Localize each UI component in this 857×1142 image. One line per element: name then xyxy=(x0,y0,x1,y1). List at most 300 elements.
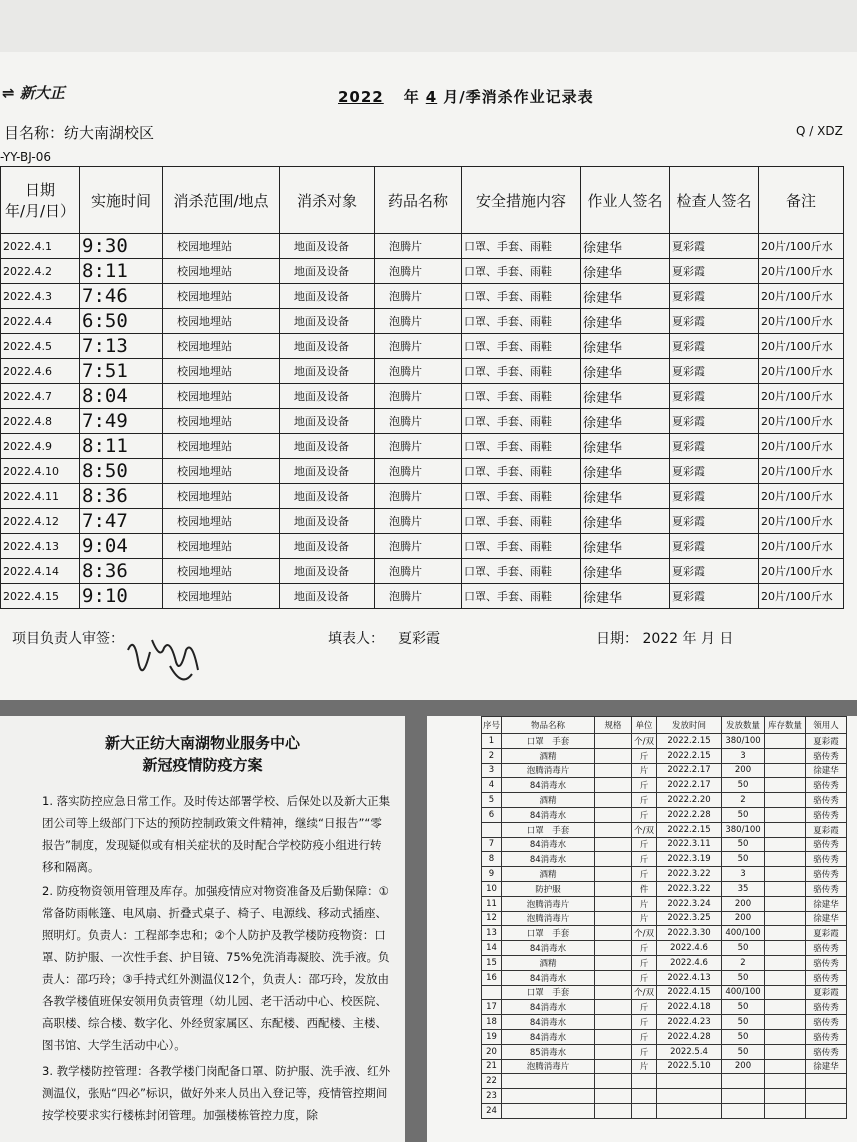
inventory-cell xyxy=(657,1103,722,1118)
record-cell: 地面及设备 xyxy=(280,234,375,259)
inventory-cell: 200 xyxy=(722,763,765,778)
record-cell: 校园地埋站 xyxy=(163,284,280,309)
record-cell: 地面及设备 xyxy=(280,284,375,309)
inventory-cell: 50 xyxy=(722,852,765,867)
inventory-cell: 84消毒水 xyxy=(502,807,595,822)
inventory-cell xyxy=(595,1103,632,1118)
inventory-cell: 泡腾消毒片 xyxy=(502,911,595,926)
inventory-cell: 泡腾消毒片 xyxy=(502,763,595,778)
inventory-cell: 3 xyxy=(722,748,765,763)
inventory-cell: 5 xyxy=(482,793,502,808)
inventory-cell xyxy=(502,1089,595,1104)
record-cell: 泡腾片 xyxy=(375,534,462,559)
record-cell: 徐建华 xyxy=(581,284,670,309)
record-cell: 8:04 xyxy=(80,384,163,409)
inventory-cell: 84消毒水 xyxy=(502,778,595,793)
record-row xyxy=(1,409,844,434)
inventory-cell: 1 xyxy=(482,734,502,749)
record-cell: 地面及设备 xyxy=(280,484,375,509)
record-cell: 泡腾片 xyxy=(375,359,462,384)
record-cell: 徐建华 xyxy=(581,234,670,259)
record-cell: 口罩、手套、雨鞋 xyxy=(462,484,581,509)
inventory-row xyxy=(482,896,847,911)
record-cell: 校园地埋站 xyxy=(163,534,280,559)
inventory-cell: 片 xyxy=(632,896,657,911)
record-cell: 夏彩霞 xyxy=(670,334,759,359)
inventory-row xyxy=(482,911,847,926)
record-cell: 夏彩霞 xyxy=(670,259,759,284)
record-cell: 徐建华 xyxy=(581,309,670,334)
record-cell: 泡腾片 xyxy=(375,459,462,484)
inventory-cell: 骆传秀 xyxy=(806,837,847,852)
record-cell: 泡腾片 xyxy=(375,584,462,609)
inventory-cell: 84消毒水 xyxy=(502,837,595,852)
inventory-cell: 84消毒水 xyxy=(502,1000,595,1015)
inventory-cell: 2022.3.22 xyxy=(657,867,722,882)
inventory-cell: 2 xyxy=(722,793,765,808)
record-cell: 校园地埋站 xyxy=(163,309,280,334)
record-row xyxy=(1,284,844,309)
inventory-header-cell: 物品名称 xyxy=(502,717,595,734)
record-cell: 校园地埋站 xyxy=(163,459,280,484)
inventory-cell: 2022.2.20 xyxy=(657,793,722,808)
inventory-cell xyxy=(595,985,632,1000)
handwritten-signature xyxy=(120,630,210,690)
inventory-header-cell: 库存数量 xyxy=(765,717,806,734)
record-cell: 徐建华 xyxy=(581,584,670,609)
inventory-cell: 50 xyxy=(722,837,765,852)
record-cell: 徐建华 xyxy=(581,359,670,384)
filler-label: 填表人： xyxy=(328,631,384,647)
record-cell: 泡腾片 xyxy=(375,509,462,534)
inventory-cell: 骆传秀 xyxy=(806,778,847,793)
record-cell: 夏彩霞 xyxy=(670,484,759,509)
inventory-cell: 2022.3.30 xyxy=(657,926,722,941)
inventory-cell: 2022.4.23 xyxy=(657,1015,722,1030)
inventory-cell xyxy=(595,748,632,763)
inventory-row xyxy=(482,1059,847,1074)
inventory-cell: 泡腾消毒片 xyxy=(502,1059,595,1074)
record-cell: 2022.4.2 xyxy=(1,259,80,284)
inventory-cell xyxy=(595,896,632,911)
plan-paragraph-3: 3. 教学楼防控管理：各教学楼门岗配备口罩、防护服、洗手液、红外测温仪，张贴“四必”标识，做好外来人员出入登记等，疫情管控期间按学校要求实行楼栋封闭管理。加强楼栋管控力度，除 xyxy=(42,1064,391,1122)
inventory-cell: 斤 xyxy=(632,1029,657,1044)
inventory-cell: 酒精 xyxy=(502,748,595,763)
record-cell: 2022.4.14 xyxy=(1,559,80,584)
inventory-cell xyxy=(595,926,632,941)
record-cell: 夏彩霞 xyxy=(670,284,759,309)
inventory-row xyxy=(482,734,847,749)
inventory-header-cell: 规格 xyxy=(595,717,632,734)
inventory-cell xyxy=(595,955,632,970)
record-row xyxy=(1,534,844,559)
inventory-cell: 3 xyxy=(482,763,502,778)
record-cell: 20片/100斤水 xyxy=(759,584,844,609)
inventory-cell: 2022.4.13 xyxy=(657,970,722,985)
inventory-cell: 380/100 xyxy=(722,734,765,749)
record-cell: 20片/100斤水 xyxy=(759,334,844,359)
inventory-cell: 13 xyxy=(482,926,502,941)
record-cell: 夏彩霞 xyxy=(670,584,759,609)
inventory-cell: 12 xyxy=(482,911,502,926)
inventory-cell: 酒精 xyxy=(502,793,595,808)
inventory-row xyxy=(482,852,847,867)
inventory-cell: 斤 xyxy=(632,941,657,956)
record-cell: 夏彩霞 xyxy=(670,359,759,384)
inventory-cell: 21 xyxy=(482,1059,502,1074)
record-row xyxy=(1,259,844,284)
record-cell: 口罩、手套、雨鞋 xyxy=(462,309,581,334)
record-cell: 地面及设备 xyxy=(280,384,375,409)
plan-title: 新大正纺大南湖物业服务中心 xyxy=(104,734,300,752)
record-cell: 口罩、手套、雨鞋 xyxy=(462,509,581,534)
record-cell: 泡腾片 xyxy=(375,559,462,584)
inventory-row xyxy=(482,1015,847,1030)
inventory-cell xyxy=(765,807,806,822)
inventory-cell: 骆传秀 xyxy=(806,867,847,882)
record-cell: 泡腾片 xyxy=(375,309,462,334)
inventory-cell xyxy=(765,763,806,778)
inventory-row xyxy=(482,1029,847,1044)
record-cell: 夏彩霞 xyxy=(670,459,759,484)
inventory-cell: 斤 xyxy=(632,793,657,808)
record-cell: 泡腾片 xyxy=(375,409,462,434)
record-row xyxy=(1,584,844,609)
inventory-cell: 2022.4.18 xyxy=(657,1000,722,1015)
inventory-cell: 4 xyxy=(482,778,502,793)
record-cell: 2022.4.8 xyxy=(1,409,80,434)
record-cell: 泡腾片 xyxy=(375,484,462,509)
record-cell: 9:04 xyxy=(80,534,163,559)
record-cell: 徐建华 xyxy=(581,559,670,584)
plan-paragraph-1: 1. 落实防控应急日常工作。及时传达部署学校、后保处以及新大正集团公司等上级部门下达的预防控制政策文件精神，继续“日报告”“零报告”制度，发现疑似或有相关症状的及时配合学校防疫小组进行转移和隔离。 xyxy=(42,794,391,874)
record-cell: 20片/100斤水 xyxy=(759,409,844,434)
record-cell: 校园地埋站 xyxy=(163,559,280,584)
record-cell: 20片/100斤水 xyxy=(759,309,844,334)
inventory-cell: 50 xyxy=(722,1015,765,1030)
inventory-cell: 50 xyxy=(722,1044,765,1059)
record-header-cell: 作业人签名 xyxy=(581,167,670,234)
record-row xyxy=(1,334,844,359)
inventory-cell xyxy=(722,1103,765,1118)
record-cell: 口罩、手套、雨鞋 xyxy=(462,409,581,434)
inventory-cell: 骆传秀 xyxy=(806,1029,847,1044)
record-cell: 2022.4.9 xyxy=(1,434,80,459)
inventory-cell: 斤 xyxy=(632,1000,657,1015)
inventory-cell xyxy=(595,837,632,852)
inventory-cell xyxy=(595,822,632,837)
inventory-cell: 骆传秀 xyxy=(806,793,847,808)
record-cell: 2022.4.4 xyxy=(1,309,80,334)
record-cell: 20片/100斤水 xyxy=(759,459,844,484)
record-cell: 夏彩霞 xyxy=(670,384,759,409)
inventory-cell xyxy=(595,807,632,822)
record-cell: 口罩、手套、雨鞋 xyxy=(462,434,581,459)
inventory-cell xyxy=(595,793,632,808)
inventory-cell: 斤 xyxy=(632,748,657,763)
record-cell: 2022.4.3 xyxy=(1,284,80,309)
inventory-cell: 10 xyxy=(482,881,502,896)
record-cell: 徐建华 xyxy=(581,384,670,409)
inventory-row xyxy=(482,941,847,956)
inventory-cell: 8 xyxy=(482,852,502,867)
inventory-cell: 2022.3.22 xyxy=(657,881,722,896)
inventory-cell xyxy=(765,1089,806,1104)
inventory-cell xyxy=(765,734,806,749)
record-header-cell: 消杀对象 xyxy=(280,167,375,234)
record-cell: 2022.4.6 xyxy=(1,359,80,384)
project-name: 目名称：纺大南湖校区 xyxy=(4,124,155,142)
record-cell: 泡腾片 xyxy=(375,234,462,259)
inventory-cell: 2022.5.10 xyxy=(657,1059,722,1074)
inventory-cell xyxy=(632,1074,657,1089)
record-cell: 2022.4.11 xyxy=(1,484,80,509)
inventory-header-cell: 单位 xyxy=(632,717,657,734)
inventory-cell: 2022.3.25 xyxy=(657,911,722,926)
inventory-cell: 50 xyxy=(722,807,765,822)
inventory-cell xyxy=(595,941,632,956)
record-cell: 20片/100斤水 xyxy=(759,234,844,259)
form-code-right: Q / XDZ xyxy=(796,124,843,138)
inventory-cell: 防护服 xyxy=(502,881,595,896)
inventory-cell: 50 xyxy=(722,970,765,985)
record-row xyxy=(1,434,844,459)
record-cell: 泡腾片 xyxy=(375,334,462,359)
inventory-cell: 380/100 xyxy=(722,822,765,837)
record-header-cell: 检查人签名 xyxy=(670,167,759,234)
record-cell: 校园地埋站 xyxy=(163,234,280,259)
inventory-cell xyxy=(765,926,806,941)
inventory-cell xyxy=(595,1000,632,1015)
inventory-cell: 徐建华 xyxy=(806,1059,847,1074)
inventory-cell: 斤 xyxy=(632,1044,657,1059)
inventory-row xyxy=(482,881,847,896)
inventory-cell xyxy=(765,852,806,867)
inventory-cell: 2022.2.28 xyxy=(657,807,722,822)
inventory-cell xyxy=(595,1074,632,1089)
inventory-cell xyxy=(722,1074,765,1089)
form-code-left: -YY-BJ-06 xyxy=(0,150,51,164)
record-row xyxy=(1,384,844,409)
inventory-cell xyxy=(595,1044,632,1059)
record-cell: 地面及设备 xyxy=(280,584,375,609)
inventory-cell xyxy=(595,911,632,926)
record-header-cell: 药品名称 xyxy=(375,167,462,234)
record-cell: 口罩、手套、雨鞋 xyxy=(462,259,581,284)
inventory-header-cell: 序号 xyxy=(482,717,502,734)
inventory-row xyxy=(482,926,847,941)
inventory-cell xyxy=(765,778,806,793)
inventory-cell: 斤 xyxy=(632,867,657,882)
inventory-cell: 酒精 xyxy=(502,867,595,882)
inventory-cell xyxy=(765,985,806,1000)
inventory-cell xyxy=(765,1015,806,1030)
record-cell: 口罩、手套、雨鞋 xyxy=(462,359,581,384)
inventory-cell xyxy=(765,867,806,882)
record-cell: 校园地埋站 xyxy=(163,584,280,609)
inventory-row xyxy=(482,807,847,822)
inventory-cell: 18 xyxy=(482,1015,502,1030)
record-cell: 校园地埋站 xyxy=(163,484,280,509)
inventory-cell: 斤 xyxy=(632,837,657,852)
inventory-cell xyxy=(765,881,806,896)
inventory-cell: 200 xyxy=(722,911,765,926)
record-cell: 夏彩霞 xyxy=(670,234,759,259)
record-cell: 口罩、手套、雨鞋 xyxy=(462,234,581,259)
record-cell: 地面及设备 xyxy=(280,459,375,484)
inventory-cell: 2022.4.6 xyxy=(657,955,722,970)
record-cell: 徐建华 xyxy=(581,334,670,359)
inventory-cell: 84消毒水 xyxy=(502,941,595,956)
inventory-cell: 夏彩霞 xyxy=(806,985,847,1000)
review-label: 项目负责人审签： xyxy=(12,631,124,647)
inventory-cell xyxy=(765,1074,806,1089)
inventory-cell: 口罩 手套 xyxy=(502,822,595,837)
plan-subtitle: 新冠疫情防疫方案 xyxy=(142,756,263,774)
inventory-cell: 6 xyxy=(482,807,502,822)
inventory-cell xyxy=(765,896,806,911)
inventory-cell: 个/双 xyxy=(632,734,657,749)
inventory-cell: 15 xyxy=(482,955,502,970)
inventory-cell: 2022.2.17 xyxy=(657,778,722,793)
inventory-cell: 个/双 xyxy=(632,985,657,1000)
record-cell: 徐建华 xyxy=(581,509,670,534)
record-cell: 9:10 xyxy=(80,584,163,609)
inventory-cell: 22 xyxy=(482,1074,502,1089)
inventory-cell xyxy=(595,881,632,896)
inventory-header-cell: 发放数量 xyxy=(722,717,765,734)
inventory-cell: 2 xyxy=(482,748,502,763)
inventory-cell: 400/100 xyxy=(722,926,765,941)
inventory-cell xyxy=(632,1089,657,1104)
record-cell: 口罩、手套、雨鞋 xyxy=(462,559,581,584)
inventory-cell: 斤 xyxy=(632,970,657,985)
inventory-cell xyxy=(765,955,806,970)
inventory-cell: 件 xyxy=(632,881,657,896)
record-cell: 地面及设备 xyxy=(280,559,375,584)
inventory-cell xyxy=(595,1029,632,1044)
record-row xyxy=(1,484,844,509)
inventory-cell: 个/双 xyxy=(632,822,657,837)
inventory-cell xyxy=(765,1000,806,1015)
record-cell: 8:36 xyxy=(80,559,163,584)
record-cell: 徐建华 xyxy=(581,259,670,284)
record-cell: 口罩、手套、雨鞋 xyxy=(462,284,581,309)
inventory-cell xyxy=(765,837,806,852)
inventory-cell: 50 xyxy=(722,1029,765,1044)
inventory-cell: 14 xyxy=(482,941,502,956)
inventory-cell xyxy=(765,793,806,808)
record-cell: 9:30 xyxy=(80,234,163,259)
record-cell: 7:47 xyxy=(80,509,163,534)
inventory-cell xyxy=(595,867,632,882)
inventory-cell: 7 xyxy=(482,837,502,852)
inventory-cell xyxy=(595,1089,632,1104)
inventory-cell xyxy=(765,911,806,926)
record-cell: 口罩、手套、雨鞋 xyxy=(462,584,581,609)
inventory-cell: 3 xyxy=(722,867,765,882)
inventory-cell: 片 xyxy=(632,911,657,926)
inventory-row xyxy=(482,1103,847,1118)
inventory-cell: 2022.2.15 xyxy=(657,748,722,763)
inventory-cell: 片 xyxy=(632,763,657,778)
record-row xyxy=(1,509,844,534)
record-cell: 2022.4.7 xyxy=(1,384,80,409)
record-row xyxy=(1,459,844,484)
record-cell: 2022.4.10 xyxy=(1,459,80,484)
inventory-cell: 斤 xyxy=(632,955,657,970)
record-cell: 夏彩霞 xyxy=(670,309,759,334)
inventory-cell xyxy=(765,1103,806,1118)
inventory-cell xyxy=(595,1015,632,1030)
inventory-cell: 2022.5.4 xyxy=(657,1044,722,1059)
inventory-cell: 2022.4.28 xyxy=(657,1029,722,1044)
inventory-row xyxy=(482,985,847,1000)
record-header-cell: 备注 xyxy=(759,167,844,234)
inventory-cell xyxy=(722,1089,765,1104)
inventory-cell: 17 xyxy=(482,1000,502,1015)
record-cell: 2022.4.1 xyxy=(1,234,80,259)
inventory-cell: 个/双 xyxy=(632,926,657,941)
record-header-cell: 消杀范围/地点 xyxy=(163,167,280,234)
inventory-cell: 2022.3.11 xyxy=(657,837,722,852)
inventory-cell: 200 xyxy=(722,1059,765,1074)
inventory-cell: 口罩 手套 xyxy=(502,926,595,941)
record-cell: 校园地埋站 xyxy=(163,434,280,459)
inventory-cell: 20 xyxy=(482,1044,502,1059)
record-cell: 2022.4.5 xyxy=(1,334,80,359)
inventory-cell: 200 xyxy=(722,896,765,911)
inventory-cell xyxy=(502,1074,595,1089)
record-cell: 8:50 xyxy=(80,459,163,484)
inventory-header-cell: 领用人 xyxy=(806,717,847,734)
inventory-cell xyxy=(806,1074,847,1089)
inventory-cell: 斤 xyxy=(632,1015,657,1030)
inventory-row xyxy=(482,955,847,970)
record-cell: 20片/100斤水 xyxy=(759,284,844,309)
inventory-cell: 夏彩霞 xyxy=(806,822,847,837)
record-cell: 2022.4.12 xyxy=(1,509,80,534)
inventory-cell xyxy=(806,1103,847,1118)
inventory-cell: 徐建华 xyxy=(806,896,847,911)
inventory-cell: 骆传秀 xyxy=(806,970,847,985)
inventory-row xyxy=(482,1000,847,1015)
inventory-cell: 85消毒水 xyxy=(502,1044,595,1059)
record-cell: 夏彩霞 xyxy=(670,509,759,534)
record-header-cell: 安全措施内容 xyxy=(462,167,581,234)
inventory-cell xyxy=(765,1059,806,1074)
inventory-cell xyxy=(765,822,806,837)
inventory-cell xyxy=(632,1103,657,1118)
record-header-cell: 日期 年/月/日） xyxy=(1,167,80,234)
background-paper xyxy=(0,0,857,60)
record-row xyxy=(1,359,844,384)
inventory-row xyxy=(482,1044,847,1059)
record-cell: 8:11 xyxy=(80,259,163,284)
inventory-cell: 徐建华 xyxy=(806,763,847,778)
record-cell: 校园地埋站 xyxy=(163,509,280,534)
record-cell: 20片/100斤水 xyxy=(759,384,844,409)
record-cell: 7:46 xyxy=(80,284,163,309)
inventory-cell: 骆传秀 xyxy=(806,955,847,970)
inventory-cell: 片 xyxy=(632,1059,657,1074)
inventory-cell: 骆传秀 xyxy=(806,881,847,896)
filler-name: 夏彩霞 xyxy=(398,631,440,647)
inventory-cell: 口罩 手套 xyxy=(502,734,595,749)
record-cell: 20片/100斤水 xyxy=(759,484,844,509)
record-cell: 校园地埋站 xyxy=(163,259,280,284)
record-cell: 地面及设备 xyxy=(280,259,375,284)
